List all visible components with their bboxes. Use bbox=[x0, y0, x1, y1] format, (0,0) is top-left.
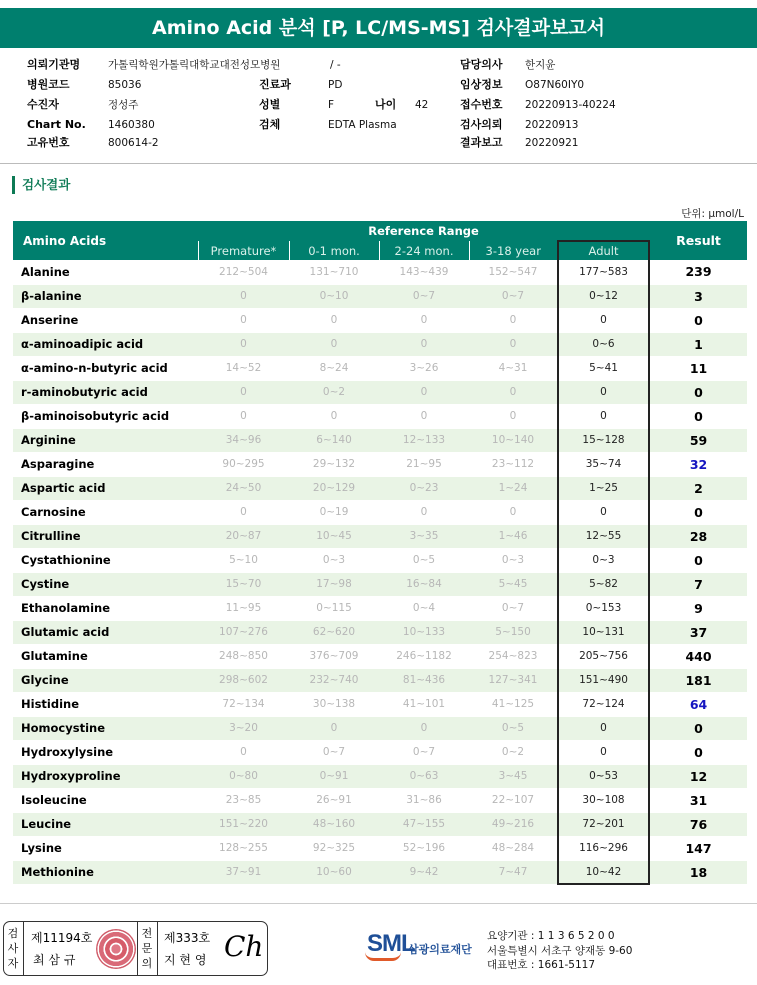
institution-label: 의뢰기관명 bbox=[27, 58, 81, 71]
reference-range: 0~10 bbox=[289, 284, 379, 308]
amino-acid-name: Asparagine bbox=[13, 452, 198, 476]
patient-value: 정성주 bbox=[108, 99, 139, 111]
amino-acid-name: Lysine bbox=[13, 836, 198, 860]
doctor-label: 담당의사 bbox=[460, 58, 503, 71]
adult-range: 0~53 bbox=[558, 764, 649, 788]
reference-range: 0~63 bbox=[379, 764, 469, 788]
reference-range: 5~45 bbox=[469, 572, 558, 596]
reference-range: 37~91 bbox=[198, 860, 289, 884]
reference-range: 0 bbox=[379, 500, 469, 524]
reference-range: 0~5 bbox=[469, 716, 558, 740]
table-row bbox=[13, 428, 747, 452]
reference-range: 246~1182 bbox=[379, 644, 469, 668]
table-row bbox=[13, 476, 747, 500]
adult-range: 10~131 bbox=[558, 620, 649, 644]
ward-value: / - bbox=[330, 59, 341, 71]
reference-range: 23~112 bbox=[469, 452, 558, 476]
tester-name: 최 삼 규 bbox=[33, 953, 76, 967]
table-row bbox=[13, 308, 747, 332]
amino-acid-name: Alanine bbox=[13, 260, 198, 284]
adult-range: 0 bbox=[558, 404, 649, 428]
reference-range: 47~155 bbox=[379, 812, 469, 836]
reference-range: 0~7 bbox=[379, 284, 469, 308]
result-value: 64 bbox=[649, 692, 747, 716]
tester-number: 제11194호 bbox=[31, 931, 93, 945]
reference-range: 0 bbox=[379, 332, 469, 356]
table-row bbox=[13, 668, 747, 692]
reference-range: 0~7 bbox=[379, 740, 469, 764]
adult-range: 151~490 bbox=[558, 668, 649, 692]
reference-range: 0 bbox=[198, 500, 289, 524]
unit-label: 단위: μmol/L bbox=[681, 208, 744, 220]
reference-range: 0 bbox=[469, 332, 558, 356]
amino-acid-name: Leucine bbox=[13, 812, 198, 836]
receipt-label: 접수번호 bbox=[460, 98, 503, 111]
amino-acid-name: Carnosine bbox=[13, 500, 198, 524]
reference-range: 152~547 bbox=[469, 260, 558, 284]
adult-range: 0 bbox=[558, 500, 649, 524]
adult-range: 0 bbox=[558, 716, 649, 740]
amino-acid-name: Hydroxyproline bbox=[13, 764, 198, 788]
table-row bbox=[13, 332, 747, 356]
result-value: 9 bbox=[649, 596, 747, 620]
table-row bbox=[13, 356, 747, 380]
seal-stamp bbox=[96, 929, 136, 969]
adult-range: 0~3 bbox=[558, 548, 649, 572]
result-value: 239 bbox=[649, 260, 747, 284]
result-value: 3 bbox=[649, 284, 747, 308]
reference-range: 22~107 bbox=[469, 788, 558, 812]
reference-range: 12~133 bbox=[379, 428, 469, 452]
amino-acid-name: r-aminobutyric acid bbox=[13, 380, 198, 404]
table-row bbox=[13, 596, 747, 620]
result-value: 12 bbox=[649, 764, 747, 788]
reference-range: 34~96 bbox=[198, 428, 289, 452]
result-value: 76 bbox=[649, 812, 747, 836]
specimen-value: EDTA Plasma bbox=[328, 119, 397, 131]
reference-range: 376~709 bbox=[289, 644, 379, 668]
table-row bbox=[13, 836, 747, 860]
table-row bbox=[13, 500, 747, 524]
reference-range: 3~35 bbox=[379, 524, 469, 548]
reference-range: 128~255 bbox=[198, 836, 289, 860]
col-amino-acids: Amino Acids bbox=[13, 221, 198, 260]
sign-separator bbox=[157, 922, 158, 975]
reviewer-number: 제333호 bbox=[164, 931, 211, 945]
reference-range: 0 bbox=[469, 380, 558, 404]
reference-range: 0 bbox=[289, 332, 379, 356]
reference-range: 212~504 bbox=[198, 260, 289, 284]
reference-range: 9~42 bbox=[379, 860, 469, 884]
org-code: 요양기관 : 1 1 3 6 5 2 0 0 bbox=[487, 930, 615, 942]
table-row bbox=[13, 284, 747, 308]
reference-range: 3~45 bbox=[469, 764, 558, 788]
amino-acid-name: β-aminoisobutyric acid bbox=[13, 404, 198, 428]
reference-range: 26~91 bbox=[289, 788, 379, 812]
reference-range: 1~24 bbox=[469, 476, 558, 500]
age-label: 나이 bbox=[375, 98, 397, 111]
result-value: 0 bbox=[649, 380, 747, 404]
reference-range: 0 bbox=[198, 740, 289, 764]
reference-range: 0 bbox=[198, 404, 289, 428]
signature-box bbox=[3, 921, 268, 976]
result-value: 32 bbox=[649, 452, 747, 476]
reference-range: 81~436 bbox=[379, 668, 469, 692]
hospital-code-value: 85036 bbox=[108, 79, 142, 91]
amino-acid-name: Ethanolamine bbox=[13, 596, 198, 620]
adult-range: 5~82 bbox=[558, 572, 649, 596]
reviewer-name: 지 현 영 bbox=[164, 953, 207, 967]
col-2-24-mon: 2-24 mon. bbox=[379, 241, 469, 260]
reference-range: 0 bbox=[379, 380, 469, 404]
table-row bbox=[13, 740, 747, 764]
amino-acid-name: Glutamine bbox=[13, 644, 198, 668]
col-premature: Premature* bbox=[198, 241, 289, 260]
reference-range: 11~95 bbox=[198, 596, 289, 620]
reference-range: 72~134 bbox=[198, 692, 289, 716]
sml-logo bbox=[367, 930, 485, 968]
reference-range: 52~196 bbox=[379, 836, 469, 860]
reference-range: 90~295 bbox=[198, 452, 289, 476]
reference-range: 20~87 bbox=[198, 524, 289, 548]
reference-range: 41~125 bbox=[469, 692, 558, 716]
report-label: 결과보고 bbox=[460, 136, 503, 149]
result-value: 28 bbox=[649, 524, 747, 548]
table-row bbox=[13, 644, 747, 668]
dept-label: 진료과 bbox=[259, 78, 291, 91]
org-phone: 대표번호 : 1661-5117 bbox=[487, 959, 596, 971]
reference-range: 41~101 bbox=[379, 692, 469, 716]
reference-range: 10~133 bbox=[379, 620, 469, 644]
adult-range: 0 bbox=[558, 380, 649, 404]
adult-range: 0~6 bbox=[558, 332, 649, 356]
reference-range: 20~129 bbox=[289, 476, 379, 500]
patient-label: 수진자 bbox=[27, 98, 59, 111]
adult-range: 1~25 bbox=[558, 476, 649, 500]
reference-range: 29~132 bbox=[289, 452, 379, 476]
result-value: 181 bbox=[649, 668, 747, 692]
reference-range: 0 bbox=[289, 716, 379, 740]
tester-label: 검사자 bbox=[7, 927, 19, 970]
result-value: 7 bbox=[649, 572, 747, 596]
reference-range: 0~19 bbox=[289, 500, 379, 524]
sex-label: 성별 bbox=[259, 98, 281, 111]
reference-range: 23~85 bbox=[198, 788, 289, 812]
amino-acid-name: Glycine bbox=[13, 668, 198, 692]
request-value: 20220913 bbox=[525, 119, 579, 131]
adult-range: 15~128 bbox=[558, 428, 649, 452]
result-value: 440 bbox=[649, 644, 747, 668]
table-row bbox=[13, 764, 747, 788]
reference-range: 107~276 bbox=[198, 620, 289, 644]
reference-range: 0~115 bbox=[289, 596, 379, 620]
amino-acid-name: α-amino-n-butyric acid bbox=[13, 356, 198, 380]
amino-acid-name: Citrulline bbox=[13, 524, 198, 548]
reference-range: 0~3 bbox=[469, 548, 558, 572]
adult-range: 35~74 bbox=[558, 452, 649, 476]
org-info bbox=[487, 929, 632, 973]
amino-acid-name: Hydroxylysine bbox=[13, 740, 198, 764]
org-address: 서울특별시 서초구 양재동 9-60 bbox=[487, 944, 633, 957]
amino-acid-name: Aspartic acid bbox=[13, 476, 198, 500]
amino-acid-name: Isoleucine bbox=[13, 788, 198, 812]
table-row bbox=[13, 260, 747, 284]
chart-label: Chart No. bbox=[27, 118, 86, 131]
reference-range: 0~2 bbox=[469, 740, 558, 764]
table-row bbox=[13, 524, 747, 548]
result-value: 37 bbox=[649, 620, 747, 644]
clinical-value: O87N60IY0 bbox=[525, 79, 585, 91]
reference-range: 0~4 bbox=[379, 596, 469, 620]
amino-acid-name: Homocystine bbox=[13, 716, 198, 740]
hospital-code-label: 병원코드 bbox=[27, 78, 70, 91]
reference-range: 10~45 bbox=[289, 524, 379, 548]
info-divider bbox=[0, 163, 757, 164]
table-row bbox=[13, 404, 747, 428]
footer-divider bbox=[0, 903, 757, 904]
logo-name: 삼광의료재단 bbox=[408, 943, 472, 956]
result-value: 2 bbox=[649, 476, 747, 500]
amino-acid-name: α-aminoadipic acid bbox=[13, 332, 198, 356]
reference-range: 248~850 bbox=[198, 644, 289, 668]
reference-range: 0 bbox=[198, 380, 289, 404]
reference-range: 49~216 bbox=[469, 812, 558, 836]
reference-range: 10~140 bbox=[469, 428, 558, 452]
amino-acid-table bbox=[13, 221, 747, 885]
reference-range: 1~46 bbox=[469, 524, 558, 548]
amino-acid-name: Anserine bbox=[13, 308, 198, 332]
reference-range: 127~341 bbox=[469, 668, 558, 692]
table-row bbox=[13, 692, 747, 716]
reference-range: 0~91 bbox=[289, 764, 379, 788]
reference-range: 0~7 bbox=[289, 740, 379, 764]
reference-range: 5~10 bbox=[198, 548, 289, 572]
result-value: 11 bbox=[649, 356, 747, 380]
reference-range: 0 bbox=[379, 308, 469, 332]
sign-separator bbox=[23, 922, 24, 975]
reference-range: 0 bbox=[469, 308, 558, 332]
adult-range: 0~12 bbox=[558, 284, 649, 308]
amino-acid-name: Arginine bbox=[13, 428, 198, 452]
table-row bbox=[13, 572, 747, 596]
dept-value: PD bbox=[328, 79, 343, 91]
result-value: 0 bbox=[649, 404, 747, 428]
reference-range: 30~138 bbox=[289, 692, 379, 716]
reference-range: 254~823 bbox=[469, 644, 558, 668]
doctor-value: 한지윤 bbox=[525, 59, 556, 71]
reference-range: 62~620 bbox=[289, 620, 379, 644]
reference-range: 6~140 bbox=[289, 428, 379, 452]
report-title: Amino Acid 분석 [P, LC/MS-MS] 검사결과보고서 bbox=[0, 8, 757, 48]
clinical-label: 임상정보 bbox=[460, 78, 503, 91]
reference-range: 143~439 bbox=[379, 260, 469, 284]
reference-range: 3~26 bbox=[379, 356, 469, 380]
col-3-18-year: 3-18 year bbox=[469, 241, 558, 260]
reference-range: 92~325 bbox=[289, 836, 379, 860]
patient-info bbox=[27, 55, 747, 155]
reference-range: 0 bbox=[198, 332, 289, 356]
reference-range: 0~80 bbox=[198, 764, 289, 788]
reference-range: 7~47 bbox=[469, 860, 558, 884]
reference-range: 0~7 bbox=[469, 596, 558, 620]
reference-range: 24~50 bbox=[198, 476, 289, 500]
table-row bbox=[13, 620, 747, 644]
reference-range: 8~24 bbox=[289, 356, 379, 380]
result-value: 0 bbox=[649, 500, 747, 524]
sex-value: F bbox=[328, 99, 335, 111]
adult-range: 30~108 bbox=[558, 788, 649, 812]
logo-mark: SML bbox=[367, 930, 415, 957]
age-value: 42 bbox=[415, 99, 429, 111]
result-value: 147 bbox=[649, 836, 747, 860]
result-value: 18 bbox=[649, 860, 747, 884]
reference-range: 0 bbox=[379, 716, 469, 740]
col-0-1-mon: 0-1 mon. bbox=[289, 241, 379, 260]
col-reference-range: Reference Range bbox=[198, 221, 649, 241]
reference-range: 31~86 bbox=[379, 788, 469, 812]
reference-range: 0~2 bbox=[289, 380, 379, 404]
unique-label: 고유번호 bbox=[27, 136, 70, 149]
section-title: 검사결과 bbox=[12, 176, 70, 194]
unique-value: 800614-2 bbox=[108, 137, 159, 149]
amino-acid-name: Cystine bbox=[13, 572, 198, 596]
reference-range: 21~95 bbox=[379, 452, 469, 476]
reference-range: 0~5 bbox=[379, 548, 469, 572]
reference-range: 17~98 bbox=[289, 572, 379, 596]
adult-range: 0~153 bbox=[558, 596, 649, 620]
adult-range: 5~41 bbox=[558, 356, 649, 380]
table-row bbox=[13, 716, 747, 740]
adult-range: 72~201 bbox=[558, 812, 649, 836]
adult-range: 177~583 bbox=[558, 260, 649, 284]
col-result: Result bbox=[649, 221, 747, 260]
table-row bbox=[13, 860, 747, 884]
request-label: 검사의뢰 bbox=[460, 118, 503, 131]
logo-swoosh bbox=[365, 952, 401, 961]
reference-range: 0 bbox=[469, 500, 558, 524]
amino-acid-name: Methionine bbox=[13, 860, 198, 884]
reference-range: 0 bbox=[289, 308, 379, 332]
reference-range: 131~710 bbox=[289, 260, 379, 284]
receipt-value: 20220913-40224 bbox=[525, 99, 616, 111]
reference-range: 232~740 bbox=[289, 668, 379, 692]
amino-acid-name: Glutamic acid bbox=[13, 620, 198, 644]
report-value: 20220921 bbox=[525, 137, 579, 149]
reference-range: 0~7 bbox=[469, 284, 558, 308]
result-value: 0 bbox=[649, 740, 747, 764]
adult-range: 116~296 bbox=[558, 836, 649, 860]
table-row bbox=[13, 788, 747, 812]
adult-range: 10~42 bbox=[558, 860, 649, 884]
result-value: 0 bbox=[649, 716, 747, 740]
reference-range: 0 bbox=[289, 404, 379, 428]
amino-acid-name: Cystathionine bbox=[13, 548, 198, 572]
reference-range: 10~60 bbox=[289, 860, 379, 884]
table-row bbox=[13, 812, 747, 836]
reference-range: 0 bbox=[379, 404, 469, 428]
adult-range: 205~756 bbox=[558, 644, 649, 668]
adult-range: 0 bbox=[558, 308, 649, 332]
adult-range: 0 bbox=[558, 740, 649, 764]
result-value: 31 bbox=[649, 788, 747, 812]
table-row bbox=[13, 548, 747, 572]
reference-range: 4~31 bbox=[469, 356, 558, 380]
table-row bbox=[13, 380, 747, 404]
signature-mark: Ch bbox=[224, 930, 264, 963]
adult-range: 72~124 bbox=[558, 692, 649, 716]
reference-range: 16~84 bbox=[379, 572, 469, 596]
reference-range: 0 bbox=[469, 404, 558, 428]
institution-value: 가톨릭학원가톨릭대학교대전성모병원 bbox=[108, 59, 281, 71]
reference-range: 298~602 bbox=[198, 668, 289, 692]
reference-range: 15~70 bbox=[198, 572, 289, 596]
result-value: 0 bbox=[649, 308, 747, 332]
table-row bbox=[13, 452, 747, 476]
reference-range: 0 bbox=[198, 284, 289, 308]
reference-range: 14~52 bbox=[198, 356, 289, 380]
chart-value: 1460380 bbox=[108, 119, 155, 131]
col-adult: Adult bbox=[558, 241, 649, 260]
reference-range: 0 bbox=[198, 308, 289, 332]
reference-range: 5~150 bbox=[469, 620, 558, 644]
amino-acid-name: β-alanine bbox=[13, 284, 198, 308]
reference-range: 0~3 bbox=[289, 548, 379, 572]
result-value: 59 bbox=[649, 428, 747, 452]
result-value: 1 bbox=[649, 332, 747, 356]
adult-range: 12~55 bbox=[558, 524, 649, 548]
reference-range: 151~220 bbox=[198, 812, 289, 836]
reference-range: 0~23 bbox=[379, 476, 469, 500]
reference-range: 48~160 bbox=[289, 812, 379, 836]
specimen-label: 검체 bbox=[259, 118, 281, 131]
reference-range: 3~20 bbox=[198, 716, 289, 740]
result-value: 0 bbox=[649, 548, 747, 572]
reviewer-label: 전문의 bbox=[141, 927, 153, 970]
amino-acid-name: Histidine bbox=[13, 692, 198, 716]
reference-range: 48~284 bbox=[469, 836, 558, 860]
